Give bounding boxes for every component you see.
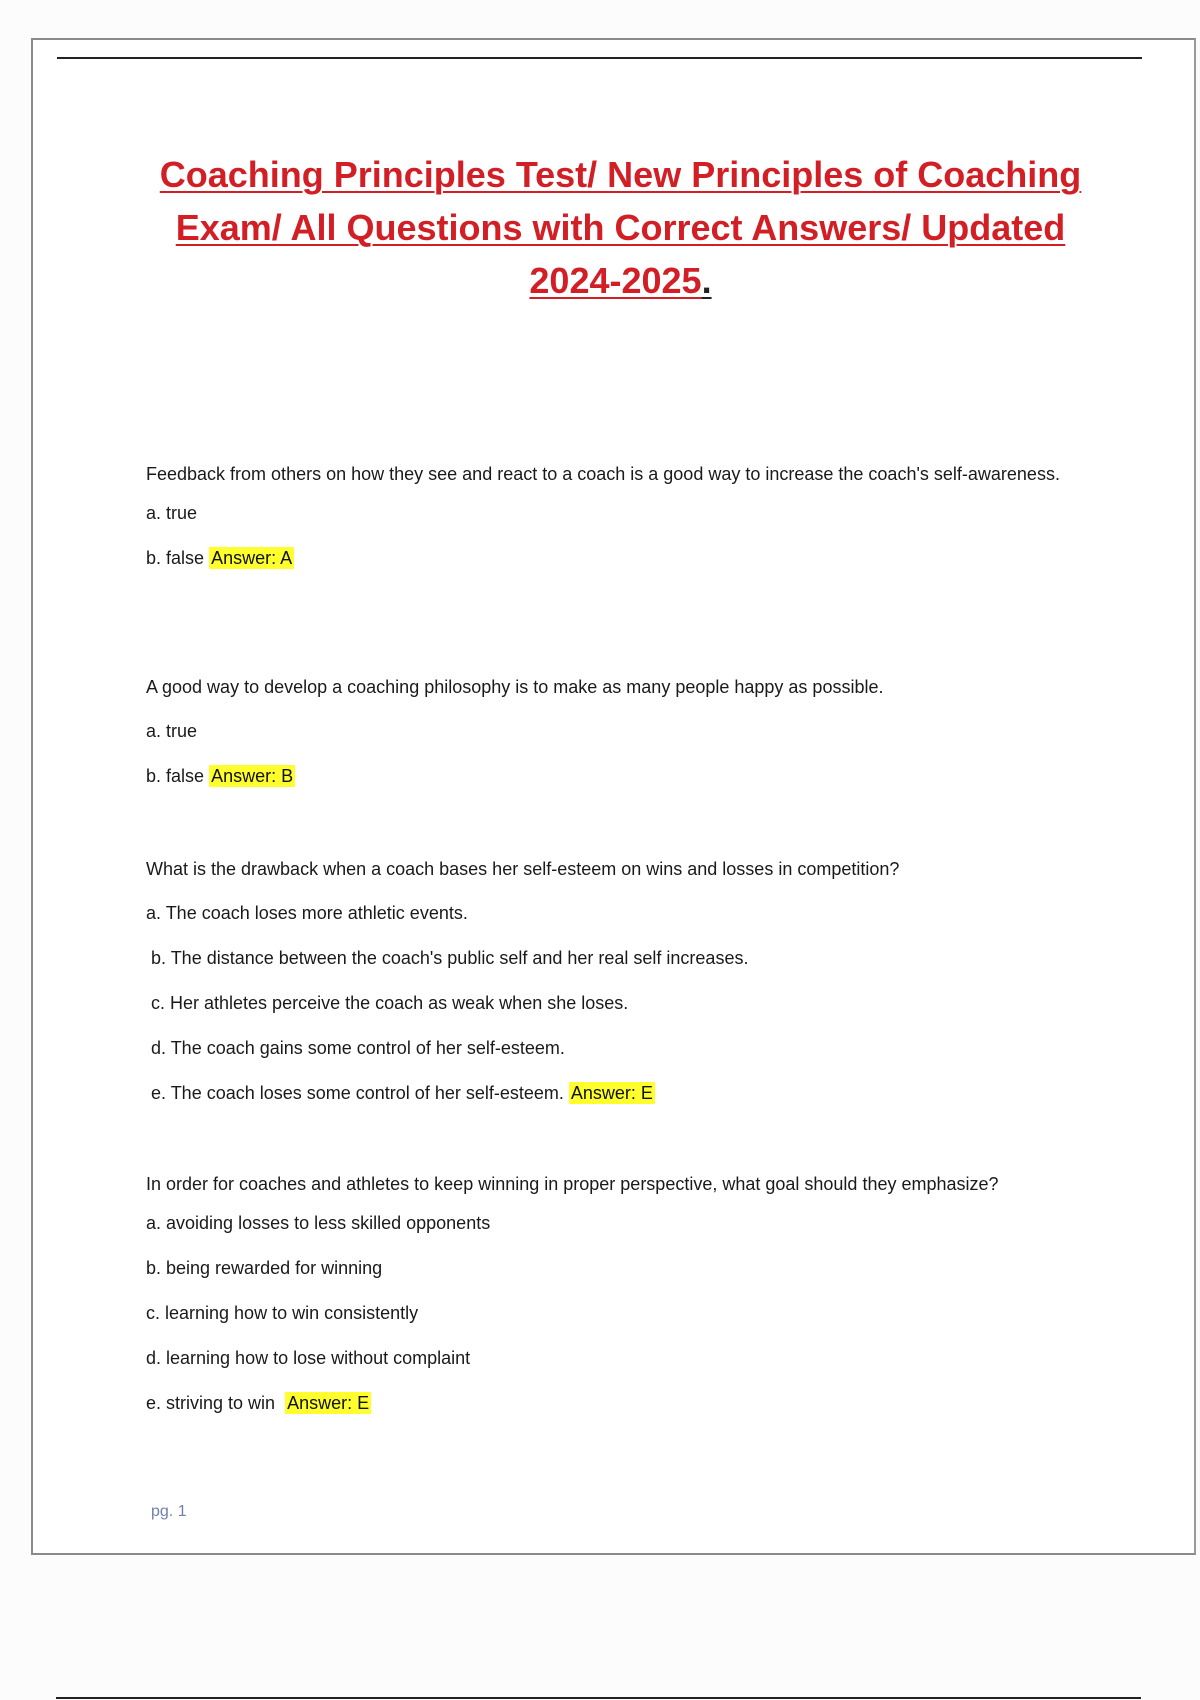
option-b-text: b. false — [146, 766, 205, 786]
question-stem: In order for coaches and athletes to keep winning in proper perspective, what goal should they emphasize? — [146, 1174, 999, 1194]
question-2 — [146, 673, 1116, 788]
title-line-1: Coaching Principles Test/ New Principles of Coaching — [159, 154, 1082, 195]
option-a: a. true — [146, 721, 198, 741]
answer-highlight: Answer: E — [287, 1393, 370, 1413]
question-stem: A good way to develop a coaching philosophy is to make as many people happy as possible. — [146, 677, 884, 697]
document-title — [123, 148, 1118, 307]
answer-highlight: Answer: A — [211, 548, 293, 568]
page-number: pg. 1 — [151, 1503, 187, 1520]
title-period: . — [701, 260, 712, 301]
answer-highlight: Answer: B — [211, 766, 294, 786]
option-b: b. The distance between the coach's public self and her real self increases. — [151, 948, 749, 968]
option-d: d. The coach gains some control of her self-esteem. — [151, 1038, 565, 1058]
option-d: d. learning how to lose without complaint — [146, 1348, 471, 1368]
document-page — [31, 38, 1196, 1555]
question-4 — [146, 1170, 1116, 1415]
question-stem: Feedback from others on how they see and react to a coach is a good way to increase the coach's self-awareness. — [146, 464, 1060, 484]
title-line-2: Exam/ All Questions with Correct Answers/ Updated — [175, 207, 1066, 248]
option-e — [146, 1081, 1116, 1105]
option-a: a. The coach loses more athletic events. — [146, 903, 468, 923]
option-e-text: e. The coach loses some control of her self-esteem. — [151, 1083, 564, 1103]
option-c: c. learning how to win consistently — [146, 1303, 419, 1323]
bottom-divider — [56, 1697, 1141, 1699]
title-line-3: 2024-2025 — [529, 260, 702, 301]
option-a: a. true — [146, 503, 198, 523]
option-c: c. Her athletes perceive the coach as weak when she loses. — [151, 993, 629, 1013]
option-b-text: b. false — [146, 548, 205, 568]
question-1 — [146, 460, 1116, 570]
option-b: b. being rewarded for winning — [146, 1258, 383, 1278]
option-e — [146, 1391, 1116, 1415]
option-b — [146, 764, 1116, 788]
option-b — [146, 546, 1116, 570]
top-divider — [57, 57, 1142, 59]
option-a: a. avoiding losses to less skilled opponents — [146, 1213, 491, 1233]
option-e-text: e. striving to win — [146, 1393, 276, 1413]
question-3 — [146, 855, 1116, 1105]
question-stem: What is the drawback when a coach bases her self-esteem on wins and losses in competition? — [146, 859, 900, 879]
answer-highlight: Answer: E — [570, 1083, 653, 1103]
